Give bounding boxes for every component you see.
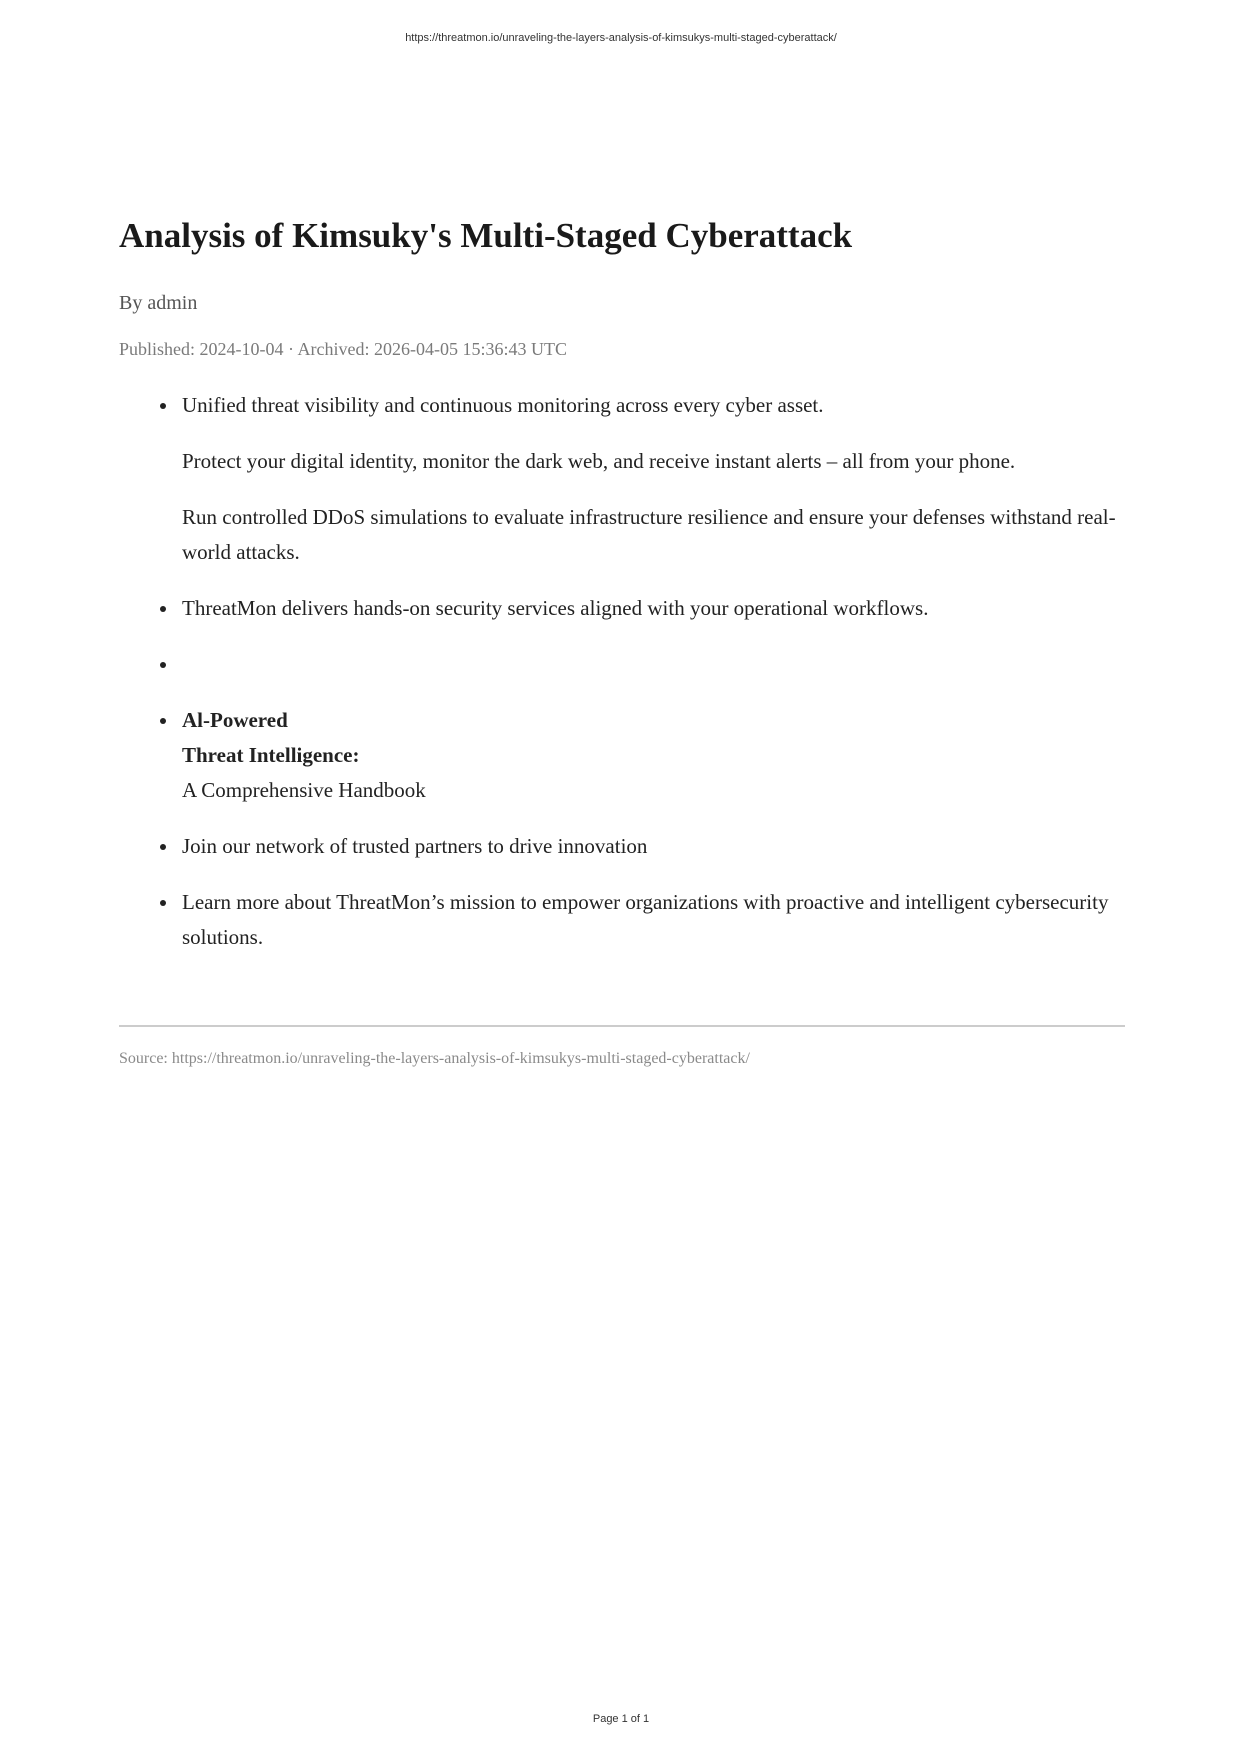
footer-divider: [119, 1025, 1125, 1027]
list-item-text: ThreatMon delivers hands-on security services aligned with your operational workflows.: [182, 596, 929, 620]
list-item-text: Learn more about ThreatMon’s mission to empower organizations with proactive and intelligent cybersecurity solutions.: [182, 890, 1109, 949]
list-spacer: [182, 570, 1125, 591]
handbook-line-2: Threat Intelligence:: [182, 743, 360, 767]
list-item: [182, 885, 1125, 955]
list-item: [182, 388, 1125, 570]
page-header-url: https://threatmon.io/unraveling-the-layers-analysis-of-kimsukys-multi-staged-cyberattack/: [405, 32, 837, 44]
list-item-text: Run controlled DDoS simulations to evaluate infrastructure resilience and ensure your defenses withstand real-world attacks.: [182, 505, 1116, 564]
list-spacer: [182, 682, 1125, 703]
article: [119, 212, 1125, 955]
list-spacer: [182, 864, 1125, 885]
list-spacer: [182, 808, 1125, 829]
article-title: Analysis of Kimsuky's Multi-Staged Cyberattack: [119, 216, 853, 255]
handbook-line-3: A Comprehensive Handbook: [182, 778, 426, 802]
source-line: Source: https://threatmon.io/unraveling-the-layers-analysis-of-kimsukys-multi-staged-cyberattack/: [119, 1050, 750, 1067]
article-meta: Published: 2024-10-04 · Archived: 2026-04-05 15:36:43 UTC: [119, 339, 567, 359]
article-byline: By admin: [119, 292, 198, 314]
page-number: Page 1 of 1: [592, 1713, 650, 1725]
list-item: [182, 829, 1125, 864]
list-item-text: Join our network of trusted partners to drive innovation: [182, 834, 648, 858]
handbook-line-1: Al-Powered: [182, 708, 288, 732]
article-list: [119, 388, 1125, 955]
list-spacer: [182, 626, 1125, 647]
list-item-text: Unified threat visibility and continuous monitoring across every cyber asset.: [182, 393, 824, 417]
list-item-text: Protect your digital identity, monitor the dark web, and receive instant alerts – all from your phone.: [182, 449, 1016, 473]
list-item: [182, 703, 1125, 808]
list-item-empty: [182, 647, 1125, 682]
list-item: [182, 591, 1125, 626]
